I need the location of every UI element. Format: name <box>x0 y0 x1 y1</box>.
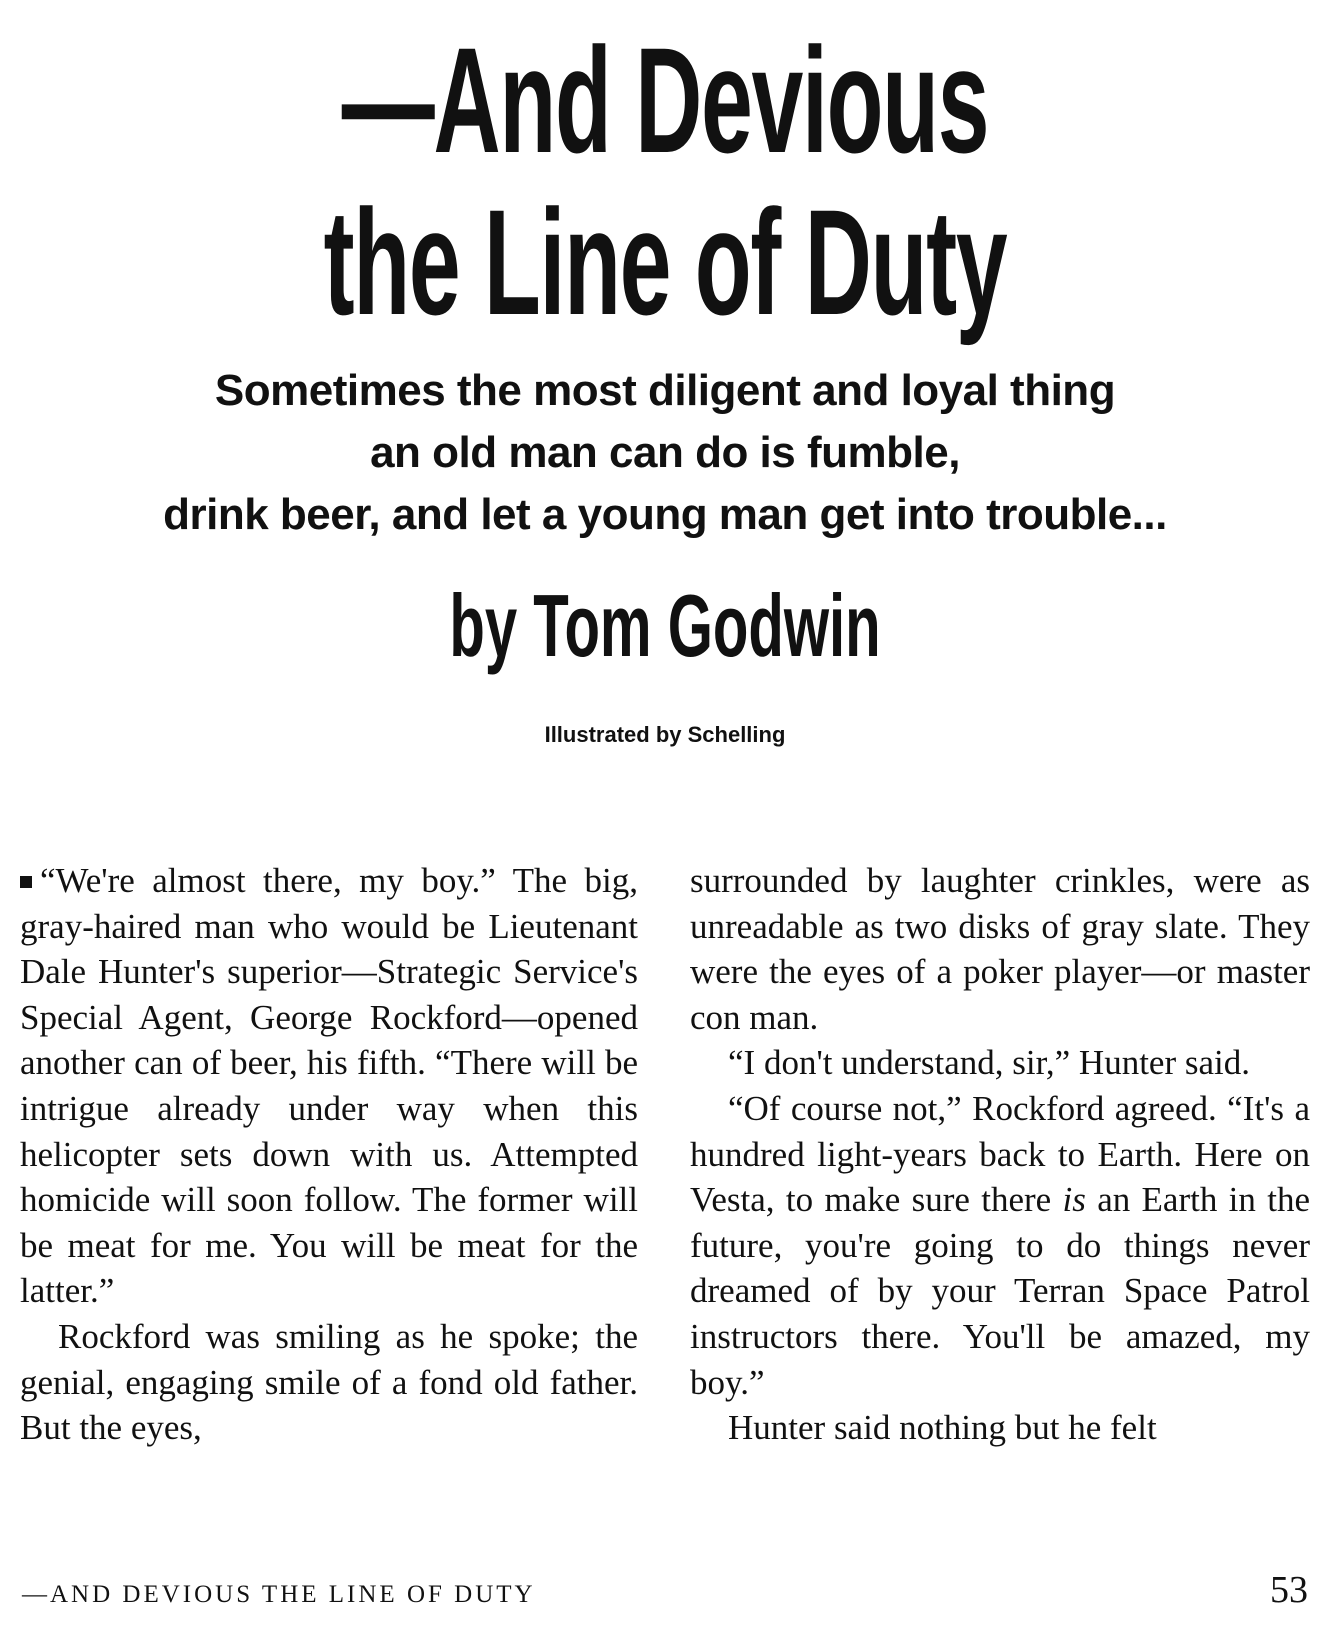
page-number: 53 <box>1270 1569 1308 1611</box>
paragraph-4 <box>690 1086 1310 1405</box>
subtitle-line-2: an old man can do is fumble, <box>370 428 960 477</box>
paragraph-5: Hunter said nothing but he felt <box>728 1408 1157 1448</box>
paragraph-1-text: “We're almost there, my boy.” The big, gray-haired man who would be Lieutenant Dale Hunter's superior—Strategic Service's Special Agent, George Rockford—opened another can of beer, his fifth. “There will be intrigue already under way when this helicopter sets down with us. Attempted homicide will soon follow. The former will be meat for me. You will be meat for the latter.” <box>20 861 638 1311</box>
title-line-1: —And Devious <box>341 16 989 184</box>
paragraph-4-emphasis: is <box>1062 1180 1086 1220</box>
start-bullet-icon <box>20 876 32 888</box>
paragraph-2: Rockford was smiling as he spoke; the genial, engaging smile of a fond old father. But the eyes, <box>20 1316 638 1448</box>
subtitle-line-1: Sometimes the most diligent and loyal thing <box>214 366 1116 415</box>
title-line-2: the Line of Duty <box>323 178 1007 346</box>
illustrator-credit: Illustrated by Schelling <box>544 722 786 747</box>
subtitle-line-3: drink beer, and let a young man get into trouble... <box>163 490 1167 539</box>
paragraph-4-text-a: “Of course not,” Rockford agreed. “It's a hundred light-years back to Earth. Here on Vesta, to make sure there <box>690 1088 1310 1220</box>
paragraph-2-continued: surrounded by laughter crinkles, were as unreadable as two disks of gray slate. They were the eyes of a poker player—or master con man. <box>690 861 1310 1037</box>
paragraph-4-text-b: an Earth in the future, you're going to do things never dreamed of by your Terran Space Patrol instructors there. You'll be amazed, my boy.” <box>690 1180 1310 1402</box>
body-column-right <box>690 858 1310 1451</box>
author-byline: by Tom Godwin <box>449 576 881 675</box>
subtitle-blurb <box>0 360 1330 546</box>
paragraph-1 <box>20 858 638 1314</box>
running-footer-title: —AND DEVIOUS THE LINE OF DUTY <box>22 1581 536 1608</box>
body-column-left <box>20 858 638 1451</box>
paragraph-3: “I don't understand, sir,” Hunter said. <box>728 1043 1250 1083</box>
